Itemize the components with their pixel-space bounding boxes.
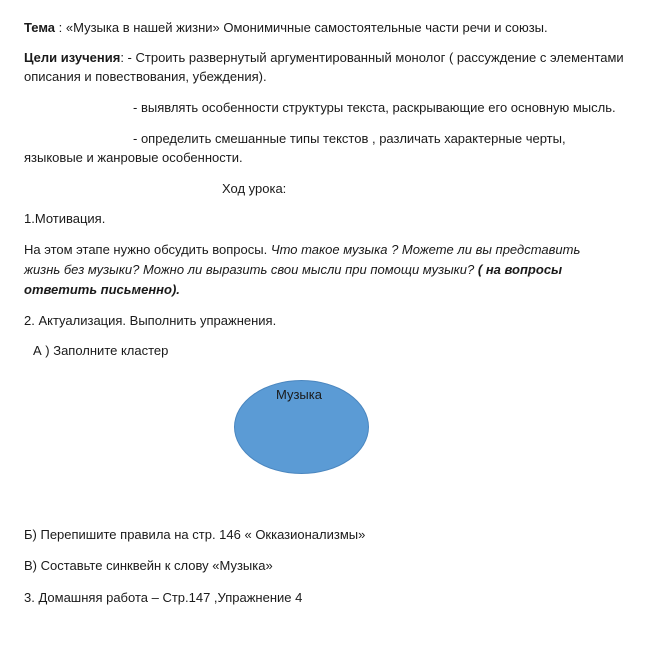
homework: 3. Домашняя работа – Стр.147 ,Упражнение 4 — [24, 590, 303, 605]
actualization-heading: 2. Актуализация. Выполнить упражнения. — [24, 313, 277, 328]
motivation-note-1: ( на вопросы — [477, 262, 563, 277]
topic-text: : «Музыка в нашей жизни» Омонимичные самостоятельные части речи и союзы. — [55, 20, 548, 35]
motivation-line-2 — [24, 262, 562, 278]
motivation-intro: На этом этапе нужно обсудить вопросы. — [24, 242, 271, 257]
task-b: Б) Перепишите правила на стр. 146 « Окказионализмы» — [24, 527, 366, 542]
goals-line-5: языковые и жанровые особенности. — [24, 150, 243, 165]
lesson-heading: Ход урока: — [222, 181, 287, 196]
motivation-question-2: жизнь без музыки? Можно ли выразить свои мысли при помощи музыки? — [24, 262, 478, 277]
motivation-heading: 1.Мотивация. — [24, 211, 106, 226]
motivation-question-1: Что такое музыка ? Можете ли вы представить — [270, 242, 581, 257]
topic-line — [24, 20, 548, 36]
goals-line-4: - определить смешанные типы текстов , различать характерные черты, — [133, 131, 566, 146]
cluster-label: Музыка — [276, 387, 322, 402]
task-a: А ) Заполните кластер — [33, 343, 169, 358]
goals-text-1: : - Строить развернутый аргументированный монолог ( рассуждение с элементами — [120, 50, 624, 65]
goals-line-1 — [24, 50, 624, 66]
motivation-note-2: ответить письменно). — [24, 282, 180, 297]
goals-line-3: - выявлять особенности структуры текста, раскрывающие его основную мысль. — [133, 100, 616, 115]
motivation-line-1 — [24, 242, 580, 258]
topic-label: Тема — [24, 20, 56, 35]
task-v: В) Составьте синквейн к слову «Музыка» — [24, 558, 273, 573]
goals-label: Цели изучения — [24, 50, 121, 65]
goals-line-2: описания и повествования, убеждения). — [24, 69, 267, 84]
